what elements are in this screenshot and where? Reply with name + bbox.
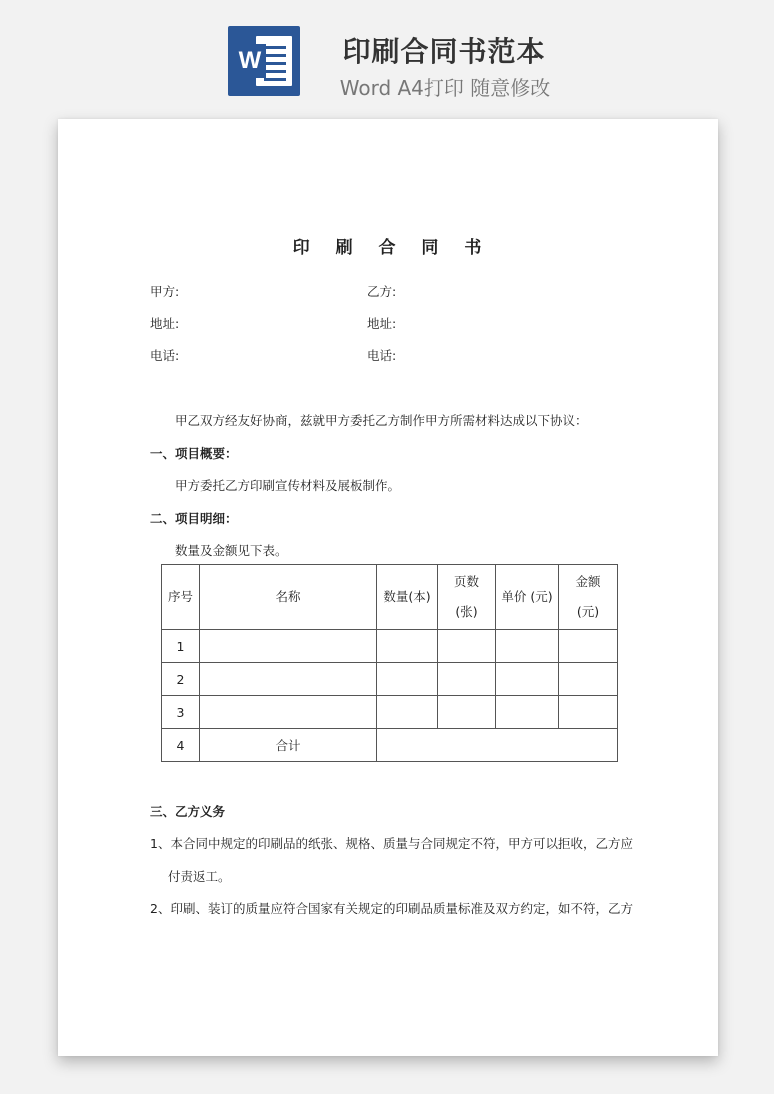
cell	[377, 630, 438, 663]
table-row	[162, 630, 618, 663]
cell	[377, 696, 438, 729]
cell	[559, 696, 618, 729]
header-unit-price: 单价 (元)	[496, 565, 559, 630]
header-pages-line1: 页数	[453, 574, 479, 589]
clause-1-continued: 付责返工。	[168, 869, 231, 884]
total-value-cell	[377, 729, 618, 762]
party-b-label: 乙方:	[367, 284, 397, 299]
section-body: 数量及金额见下表。	[175, 543, 288, 558]
table-row	[162, 663, 618, 696]
header-name: 名称	[200, 565, 377, 630]
table-row	[162, 696, 618, 729]
document-title: 印 刷 合 同 书	[292, 238, 492, 258]
section-heading: 二、项目明细：	[150, 511, 238, 526]
header-qty: 数量(本)	[377, 565, 438, 630]
header-pages	[438, 565, 496, 630]
document-page	[58, 119, 718, 1056]
cell	[438, 663, 496, 696]
table-header-row	[162, 565, 618, 630]
row-number: 1	[162, 630, 200, 663]
cell	[496, 630, 559, 663]
items-table	[161, 564, 618, 762]
total-label: 合计	[200, 729, 377, 762]
cell	[200, 696, 377, 729]
cell	[496, 696, 559, 729]
banner-title: 印刷合同书范本	[342, 35, 546, 68]
banner-subtitle: Word A4打印 随意修改	[339, 76, 551, 100]
phone-a-label: 电话:	[150, 348, 180, 363]
row-number: 2	[162, 663, 200, 696]
row-number: 3	[162, 696, 200, 729]
cell	[200, 663, 377, 696]
header-amount	[559, 565, 618, 630]
section-heading: 一、项目概要：	[150, 446, 238, 461]
address-a-label: 地址:	[150, 316, 180, 331]
section-body: 甲方委托乙方印刷宣传材料及展板制作。	[175, 478, 401, 493]
phone-b-label: 电话:	[367, 348, 397, 363]
cell	[438, 696, 496, 729]
section-heading: 三、乙方义务	[150, 804, 226, 819]
word-icon	[228, 26, 300, 96]
cell	[438, 630, 496, 663]
word-icon-letter: W	[234, 44, 266, 78]
party-a-label: 甲方:	[150, 284, 180, 299]
clause-1: 1、本合同中规定的印刷品的纸张、规格、质量与合同规定不符，甲方可以拒收，乙方应	[150, 836, 633, 851]
header-amount-line1: 金额	[575, 574, 601, 589]
header-banner	[0, 0, 774, 110]
cell	[559, 630, 618, 663]
cell	[496, 663, 559, 696]
table-total-row	[162, 729, 618, 762]
cell	[377, 663, 438, 696]
intro-paragraph: 甲乙双方经友好协商，兹就甲方委托乙方制作甲方所需材料达成以下协议：	[175, 413, 588, 428]
clause-2: 2、印刷、装订的质量应符合国家有关规定的印刷品质量标准及双方约定，如不符，乙方	[150, 901, 633, 916]
header-no: 序号	[162, 565, 200, 630]
address-b-label: 地址:	[367, 316, 397, 331]
header-pages-line2: (张)	[455, 604, 478, 619]
cell	[559, 663, 618, 696]
row-number: 4	[162, 729, 200, 762]
cell	[200, 630, 377, 663]
header-amount-line2: (元)	[576, 604, 600, 619]
